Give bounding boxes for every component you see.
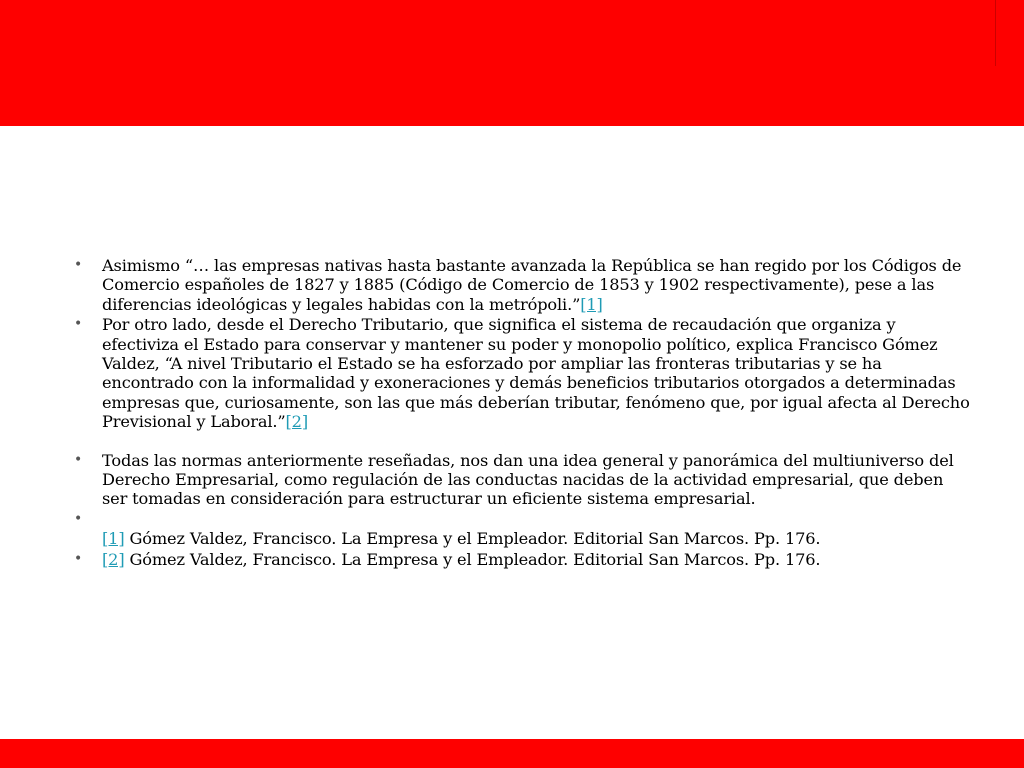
footnote-item-1: [72, 510, 972, 549]
bullet-text-1: Asimismo “… las empresas nativas hasta bastante avanzada la República se han regido por los Códigos de Comercio españoles de 1827 y 1885 (Código de Comercio de 1853 y 1902 respectivamente), pese a las diferencias ideológicas y legales habidas con la metrópoli.”: [102, 256, 962, 314]
bullet-item-2: [72, 315, 972, 431]
top-red-band: [0, 0, 1024, 126]
footnote-link-2[interactable]: [2]: [102, 549, 125, 569]
footnote-text-2: Gómez Valdez, Francisco. La Empresa y el Empleador. Editorial San Marcos. Pp. 176.: [124, 549, 821, 569]
bullet-item-1: [72, 256, 972, 314]
footnote-ref-2[interactable]: [2]: [285, 412, 308, 432]
footnote-link-1[interactable]: [1]: [102, 529, 125, 549]
bullet-text-2: Por otro lado, desde el Derecho Tributario, que significa el sistema de recaudación que organiza y efectiviza el Estado para conservar y mantener su poder y monopolio político, explica Francisco Gómez Valdez, “A nivel Tributario el Estado se ha esforzado por ampliar las fronteras tributarias y se ha encontrado con la informalidad y exoneraciones y demás beneficios tributarios otorgados a determinadas empresas que, curiosamente, son las que más deberían tributar, fenómeno que, por igual afecta al Derecho Previsional y Laboral.”: [102, 315, 970, 432]
bullet-icon: •: [74, 316, 83, 333]
bullet-icon: •: [74, 451, 83, 468]
bullet-item-3: [72, 451, 972, 509]
bottom-red-band: [0, 739, 1024, 768]
bullet-text-3: Todas las normas anteriormente reseñadas, nos dan una idea general y panorámica del multiuniverso del Derecho Empresarial, como regulación de las conductas nacidas de la actividad empresarial, que deben ser tomadas en consideración para estructurar un eficiente sistema empresarial.: [102, 450, 954, 509]
decorative-line: [995, 0, 996, 66]
footnote-ref-1[interactable]: [1]: [580, 294, 603, 314]
footnote-item-2: [72, 550, 972, 569]
bullet-icon: •: [74, 550, 83, 567]
bullet-list: [72, 256, 972, 569]
bullet-icon: •: [74, 510, 83, 527]
bullet-icon: •: [74, 257, 83, 273]
footnote-text-1: Gómez Valdez, Francisco. La Empresa y el Empleador. Editorial San Marcos. Pp. 176.: [124, 529, 821, 549]
